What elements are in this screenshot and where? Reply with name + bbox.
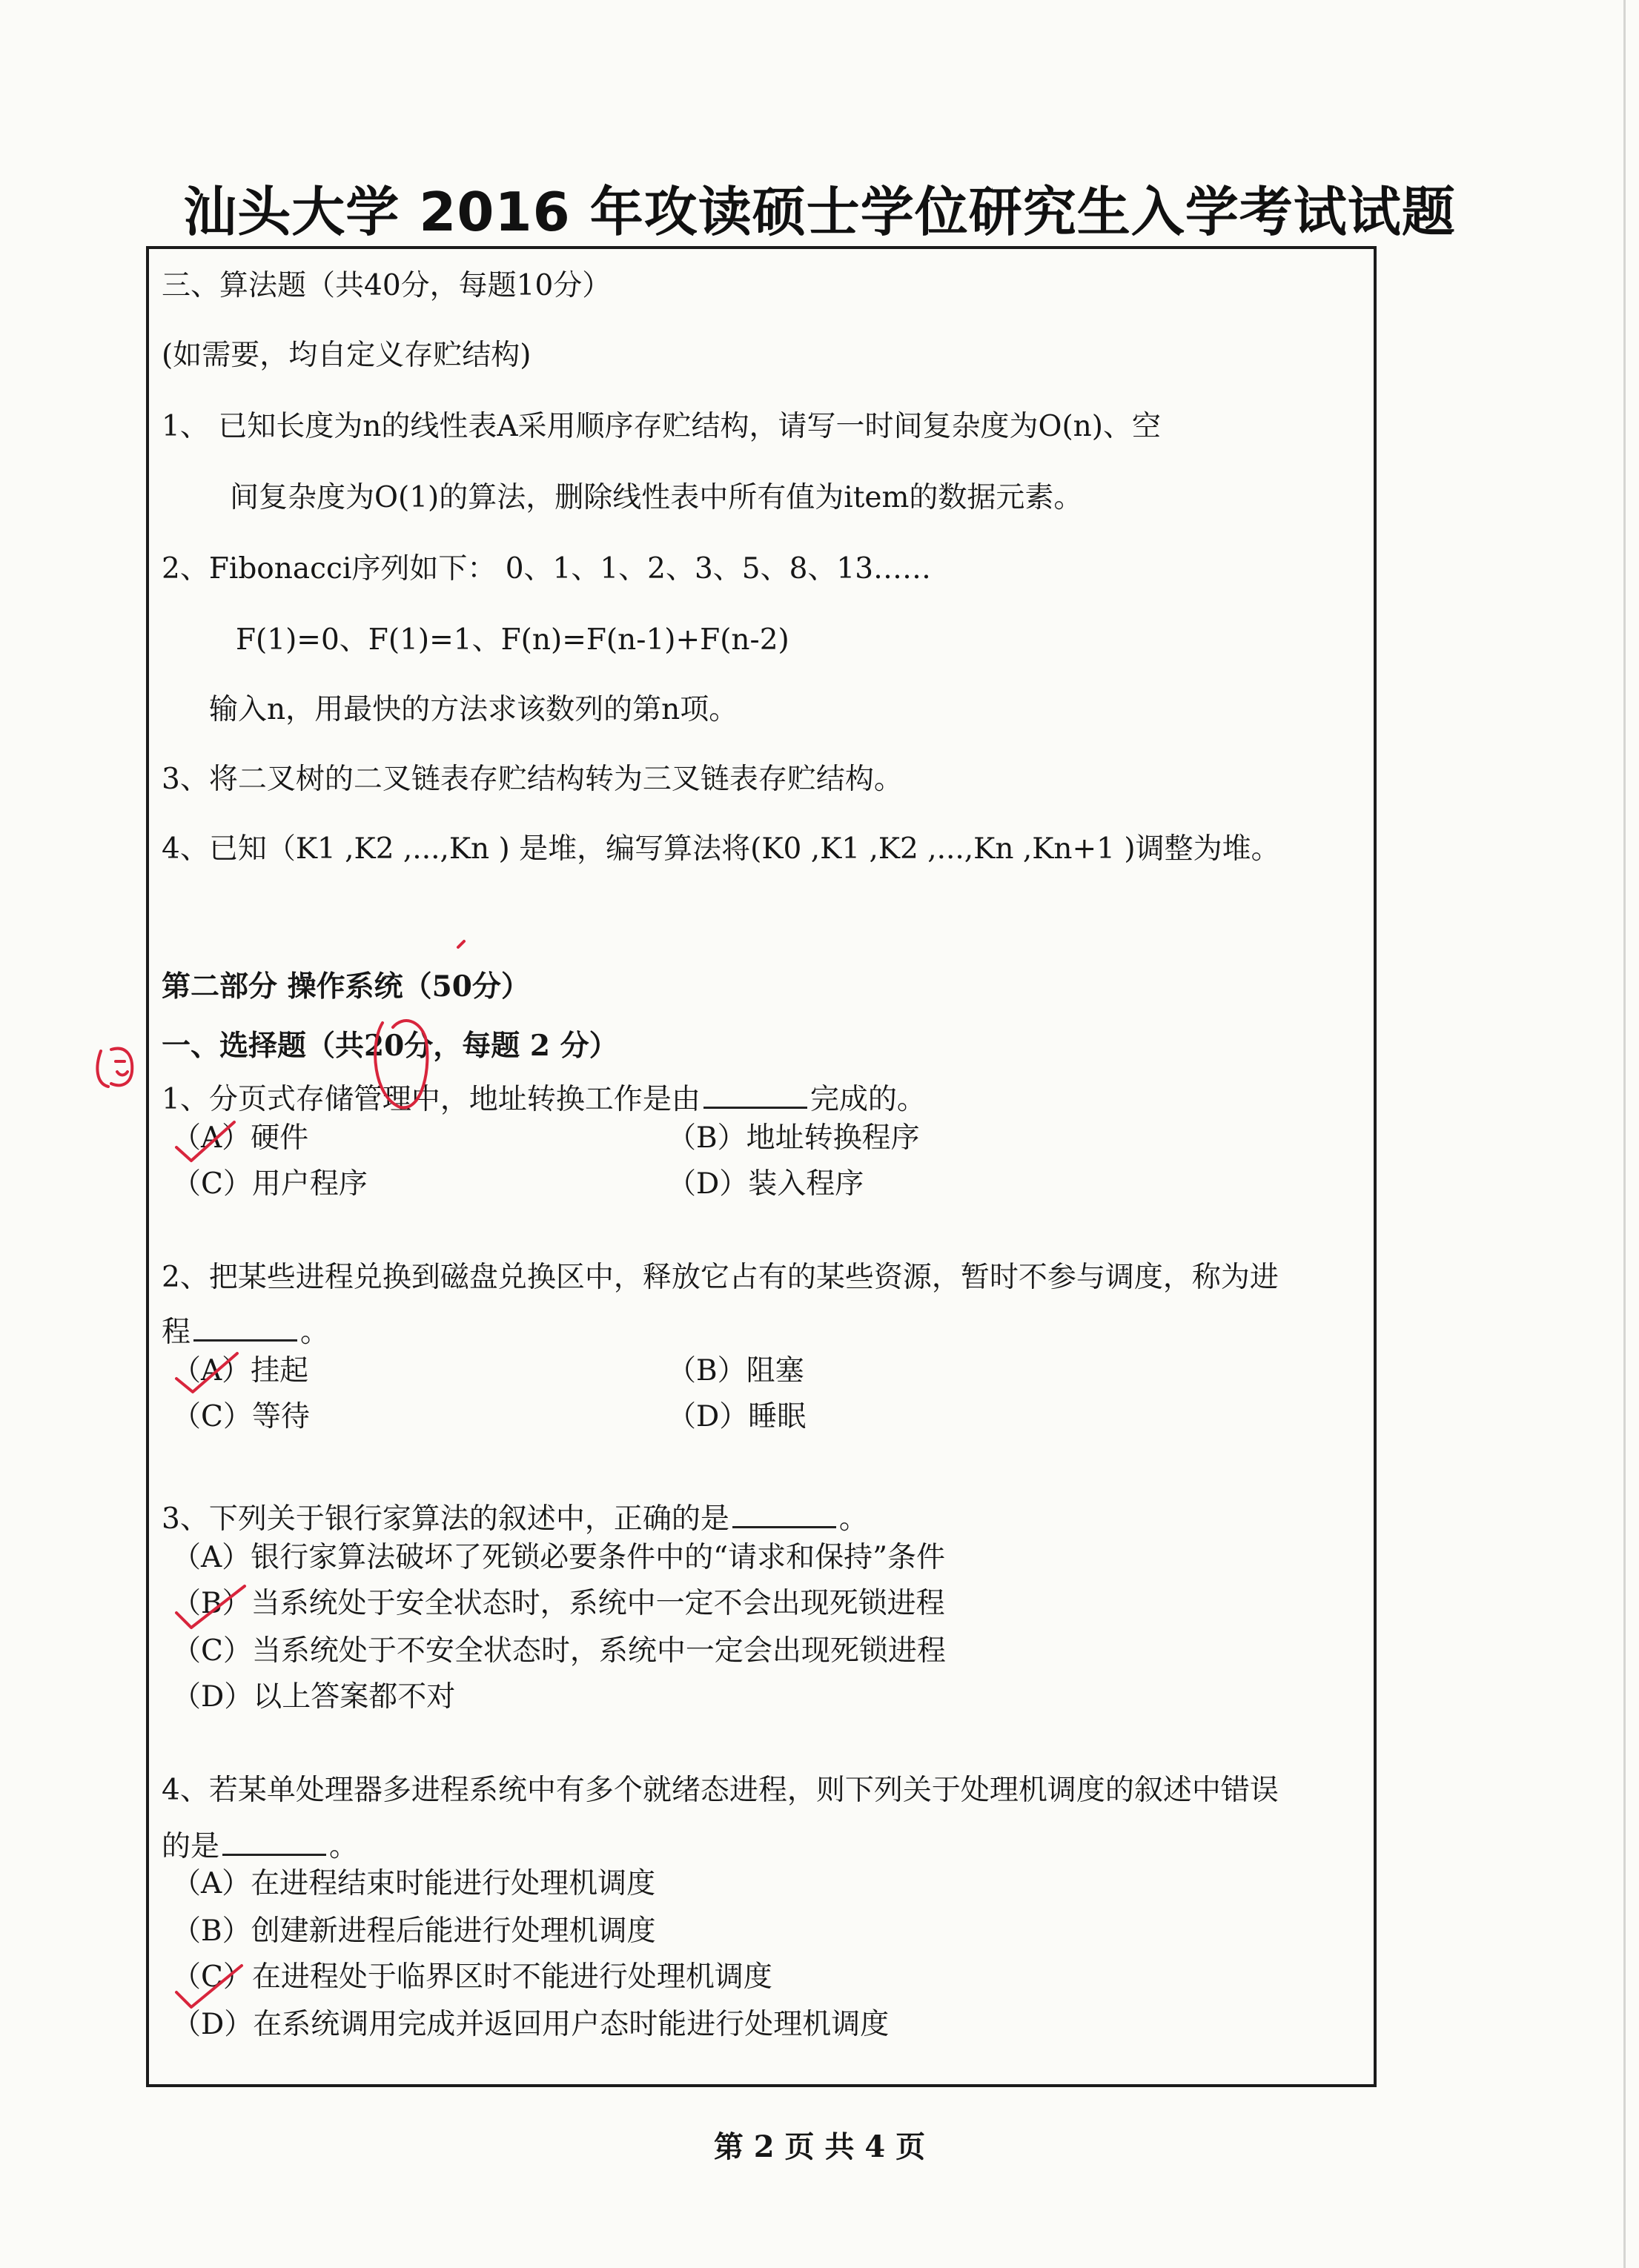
page-number: 第 2 页 共 4 页 [713, 2129, 926, 2164]
mc-q3-option-b: （B）当系统处于安全状态时，系统中一定不会出现死锁进程 [172, 1587, 945, 1620]
algo-q1-line1: 1、 已知长度为n的线性表A采用顺序存贮结构，请写一时间复杂度为O(n)、空 [162, 410, 1162, 443]
algo-q3: 3、将二叉树的二叉链表存贮结构转为三叉链表存贮结构。 [162, 763, 903, 796]
margin-score-mark [97, 1049, 132, 1087]
mc-q3-option-a: （A）银行家算法破坏了死锁必要条件中的“请求和保持”条件 [172, 1541, 946, 1574]
answer-blank [222, 1823, 326, 1856]
algo-q2-formula: F(1)=0、F(1)=1、F(n)=F(n-1)+F(n-2) [236, 623, 789, 657]
part-os-heading: 第二部分 操作系统（50分） [162, 969, 530, 1004]
mc-q2-stem-line1: 2、把某些进程兑换到磁盘兑换区中，释放它占有的某些资源，暂时不参与调度，称为进 [162, 1261, 1279, 1294]
algo-q1-line2: 间复杂度为O(1)的算法，删除线性表中所有值为item的数据元素。 [230, 481, 1083, 514]
mc-q4-option-c: （C）在进程处于临界区时不能进行处理机调度 [172, 1960, 772, 1994]
answer-blank [703, 1076, 807, 1109]
mc-q2-option-b: （B）阻塞 [667, 1354, 804, 1387]
mc-q2-option-c: （C）等待 [172, 1400, 310, 1433]
answer-blank [732, 1496, 836, 1528]
mc-q2-option-d: （D）睡眠 [667, 1400, 807, 1433]
scan-edge [1623, 0, 1626, 2268]
mc-q2-stem-line2: 程 。 [162, 1309, 329, 1347]
mc-q3-option-d: （D）以上答案都不对 [172, 1680, 456, 1714]
mc-q1-option-c: （C）用户程序 [172, 1167, 368, 1201]
mc-q2-option-a: （A）挂起 [172, 1354, 309, 1387]
mc-q4-stem-line2: 的是 。 [162, 1823, 358, 1861]
mc-q4-option-d: （D）在系统调用完成并返回用户态时能进行处理机调度 [172, 2008, 890, 2041]
section-choice-heading: 一、选择题（共20分，每题 2 分） [162, 1029, 618, 1063]
algo-q2-line3: 输入n，用最快的方法求该数列的第n项。 [209, 693, 738, 726]
algo-q4: 4、已知（K1 ,K2 ,...,Kn ) 是堆，编写算法将(K0 ,K1 ,K2 ,...,Kn ,Kn+1 )调整为堆。 [162, 832, 1280, 866]
mc-q4-option-b: （B）创建新进程后能进行处理机调度 [172, 1914, 656, 1948]
mc-q1-option-a: （A）硬件 [172, 1121, 309, 1155]
section-algorithm-heading: 三、算法题（共40分，每题10分） [162, 269, 612, 302]
mc-q3-stem: 3、下列关于银行家算法的叙述中，正确的是 。 [162, 1496, 868, 1533]
mc-q4-option-a: （A）在进程结束时能进行处理机调度 [172, 1867, 656, 1900]
exam-title: 汕头大学 2016 年攻读硕士学位研究生入学考试试题 [183, 181, 1456, 243]
answer-blank [193, 1309, 297, 1342]
mc-q1-option-b: （B）地址转换程序 [667, 1121, 920, 1155]
mc-q4-stem-line1: 4、若某单处理器多进程系统中有多个就绪态进程，则下列关于处理机调度的叙述中错误 [162, 1774, 1279, 1807]
question-frame [146, 246, 1377, 2087]
algo-q2-line1: 2、Fibonacci序列如下： 0、1、1、2、3、5、8、13…… [162, 552, 932, 586]
mc-q3-option-c: （C）当系统处于不安全状态时，系统中一定会出现死锁进程 [172, 1634, 946, 1668]
mc-q1-option-d: （D）装入程序 [667, 1167, 864, 1201]
mc-q1-stem: 1、分页式存储管理中，地址转换工作是由 完成的。 [162, 1076, 926, 1114]
storage-note: (如需要，均自定义存贮结构) [162, 339, 532, 372]
